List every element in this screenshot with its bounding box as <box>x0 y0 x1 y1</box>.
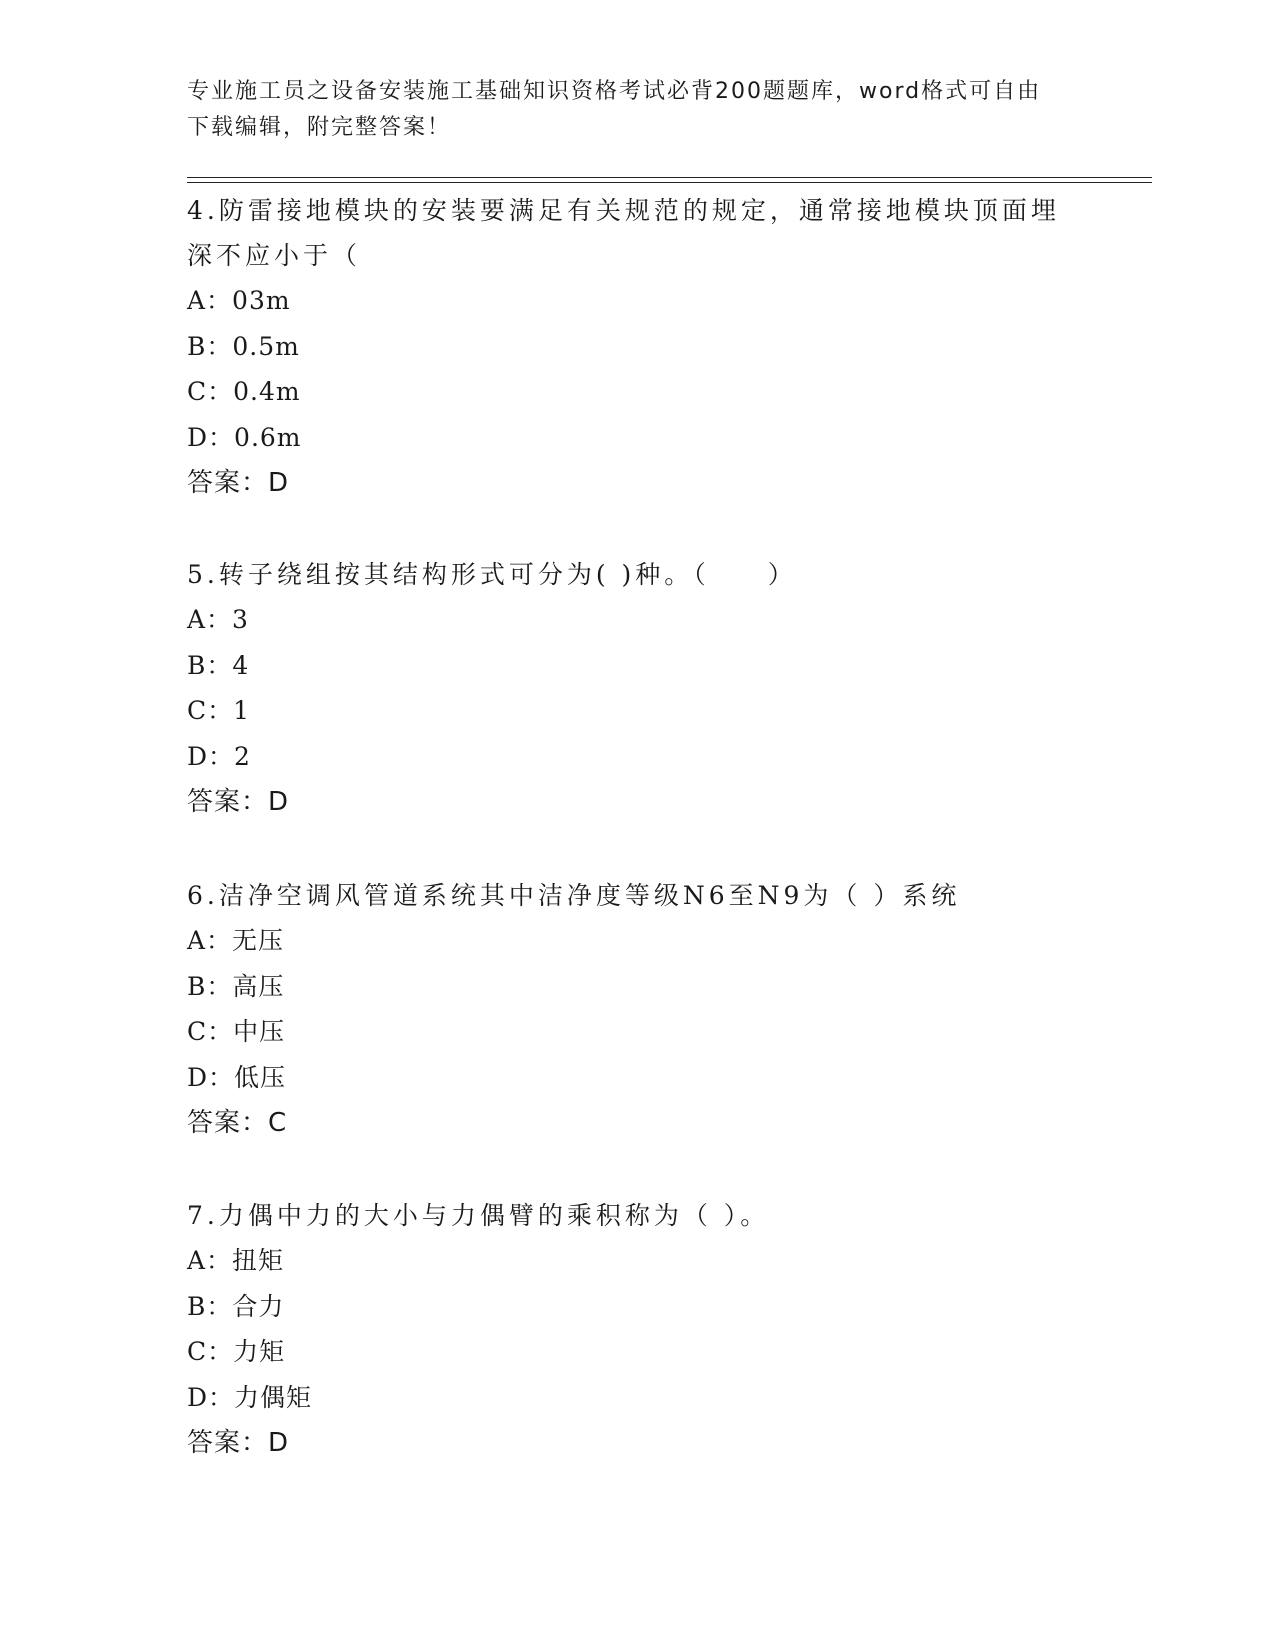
question-stem: 5.转子绕组按其结构形式可分为( )种。（ ） <box>187 560 797 589</box>
question-stem: 7.力偶中力的大小与力偶臂的乘积称为（ ）。 <box>187 1201 770 1230</box>
option-b: B：高压 <box>187 971 285 1001</box>
option-d: D：力偶矩 <box>187 1382 313 1412</box>
option-a: A：3 <box>187 605 249 634</box>
option-c: C：中压 <box>187 1017 286 1046</box>
answer: 答案：D <box>187 468 290 498</box>
question-stem-continued: 深不应小于（ <box>187 241 362 270</box>
option-b: B：4 <box>187 650 250 680</box>
option-a: A：扭矩 <box>187 1246 285 1275</box>
answer: 答案：D <box>187 1428 290 1458</box>
option-a: A：无压 <box>187 926 285 955</box>
option-b: B：合力 <box>187 1291 285 1321</box>
question-4 <box>187 188 1087 506</box>
question-stem: 6.洁净空调风管道系统其中洁净度等级N6至N9为（ ）系统 <box>187 881 961 910</box>
option-d: D：0.6m <box>187 422 302 452</box>
document-header <box>187 74 1067 146</box>
question-stem: 4.防雷接地模块的安装要满足有关规范的规定，通常接地模块顶面埋 <box>187 196 1060 225</box>
question-5 <box>187 552 1087 825</box>
header-divider-bottom <box>187 182 1152 183</box>
option-c: C：0.4m <box>187 377 301 406</box>
option-c: C：1 <box>187 696 251 725</box>
question-6 <box>187 873 1087 1146</box>
header-line-2: 下载编辑，附完整答案！ <box>187 115 452 140</box>
option-b: B：0.5m <box>187 331 300 361</box>
answer: 答案：D <box>187 787 290 817</box>
option-c: C：力矩 <box>187 1337 286 1366</box>
question-7 <box>187 1193 1087 1466</box>
header-line-1: 专业施工员之设备安装施工基础知识资格考试必背200题题库，word格式可自由 <box>187 79 1042 104</box>
answer: 答案：C <box>187 1108 288 1138</box>
option-a: A：03m <box>187 286 291 315</box>
header-divider-top <box>187 177 1152 178</box>
option-d: D：低压 <box>187 1062 287 1092</box>
option-d: D：2 <box>187 741 251 771</box>
